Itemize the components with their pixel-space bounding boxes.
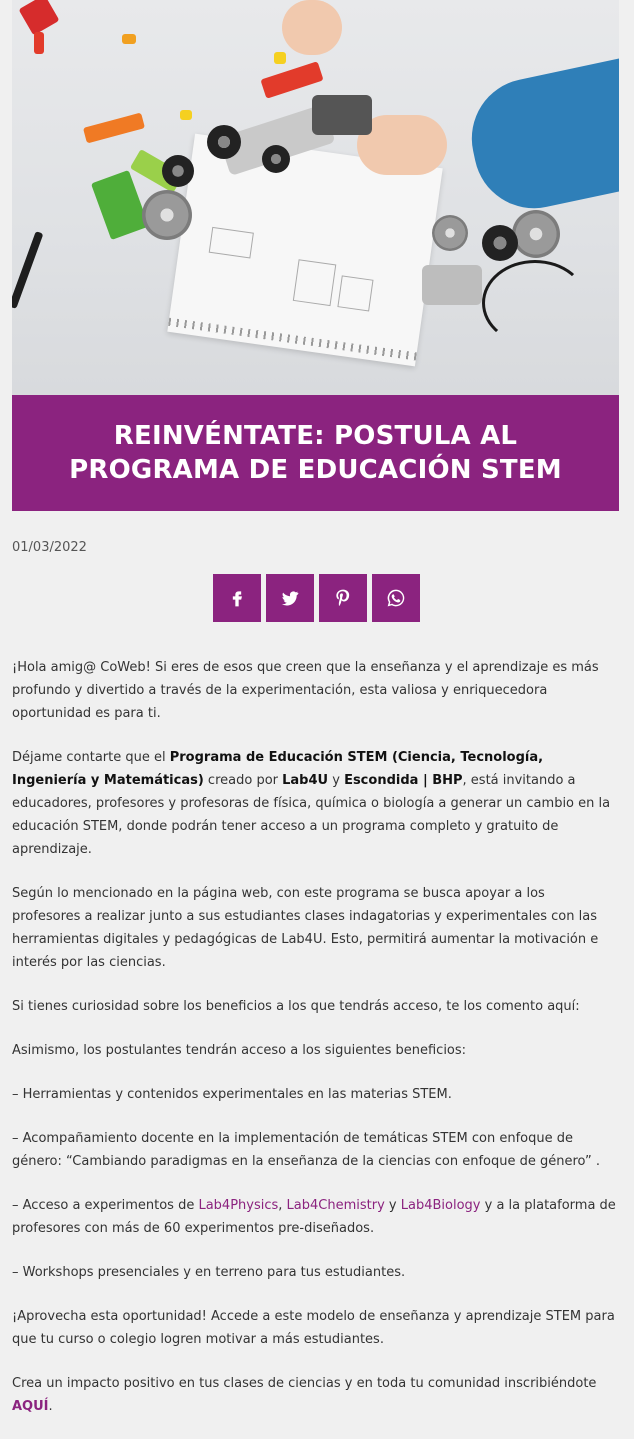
article-body: [12, 656, 617, 1439]
lab4biology-link[interactable]: Lab4Biology: [400, 1198, 481, 1213]
benefit-item: – Acompañamiento docente en la implementación de temáticas STEM con enfoque de género: “Cambiando paradigmas en la enseñanza de la ciencias con enfoque de género” .: [12, 1131, 601, 1169]
share-pinterest-button[interactable]: [319, 574, 367, 622]
paragraph: Según lo mencionado en la página web, con este programa se busca apoyar a los profesores a realizar junto a sus estudiantes clases indagatorias y experimentales con las herramientas digitales y pedagógicas de Lab4U. Esto, permitirá aumentar la motivación e interés por las ciencias.: [12, 886, 599, 970]
whatsapp-icon: [386, 588, 406, 608]
facebook-icon: [227, 588, 247, 608]
child-sleeve: [461, 51, 619, 220]
share-twitter-button[interactable]: [266, 574, 314, 622]
twitter-icon: [280, 588, 300, 608]
share-whatsapp-button[interactable]: [372, 574, 420, 622]
signup-link[interactable]: AQUÍ: [12, 1399, 49, 1414]
paragraph: ¡Hola amig@ CoWeb! Si eres de esos que creen que la enseñanza y el aprendizaje es más profundo y divertido a través de la experimentación, esta valiosa y enriquecedora oportunidad es para ti.: [12, 660, 599, 721]
lab4physics-link[interactable]: Lab4Physics: [198, 1198, 279, 1213]
paragraph: Déjame contarte que el Programa de Educación STEM (Ciencia, Tecnología, Ingeniería y Matemáticas) creado por Lab4U y Escondida | BHP, está invitando a educadores, profesores y profesoras de física, química o biología a generar un cambio en la educación STEM, donde podrán tener acceso a un programa completo y gratuito de aprendizaje.: [12, 750, 611, 857]
benefit-item: – Acceso a experimentos de Lab4Physics, Lab4Chemistry y Lab4Biology y a la plataforma de profesores con más de 60 experimentos pre-diseñados.: [12, 1198, 616, 1236]
share-facebook-button[interactable]: [213, 574, 261, 622]
pinterest-icon: [333, 588, 353, 608]
article-title: REINVÉNTATE: POSTULA AL PROGRAMA DE EDUCACIÓN STEM: [69, 421, 562, 485]
benefit-item: – Herramientas y contenidos experimentales en las materias STEM.: [12, 1087, 452, 1102]
child-hand: [282, 0, 342, 55]
title-banner: [12, 395, 619, 511]
paragraph: Crea un impacto positivo en tus clases de ciencias y en toda tu comunidad inscribiéndote AQUÍ.: [12, 1376, 597, 1414]
paragraph: Asimismo, los postulantes tendrán acceso a los siguientes beneficios:: [12, 1043, 467, 1058]
share-bar: [213, 574, 420, 622]
benefit-item: – Workshops presenciales y en terreno para tus estudiantes.: [12, 1265, 406, 1280]
hero-image: [12, 0, 619, 395]
lab4chemistry-link[interactable]: Lab4Chemistry: [286, 1198, 385, 1213]
paragraph: ¡Aprovecha esta oportunidad! Accede a este modelo de enseñanza y aprendizaje STEM para que tu curso o colegio logren motivar a más estudiantes.: [12, 1309, 615, 1347]
publish-date: 01/03/2022: [12, 540, 87, 555]
paragraph: Si tienes curiosidad sobre los beneficios a los que tendrás acceso, te los comento aquí:: [12, 999, 580, 1014]
